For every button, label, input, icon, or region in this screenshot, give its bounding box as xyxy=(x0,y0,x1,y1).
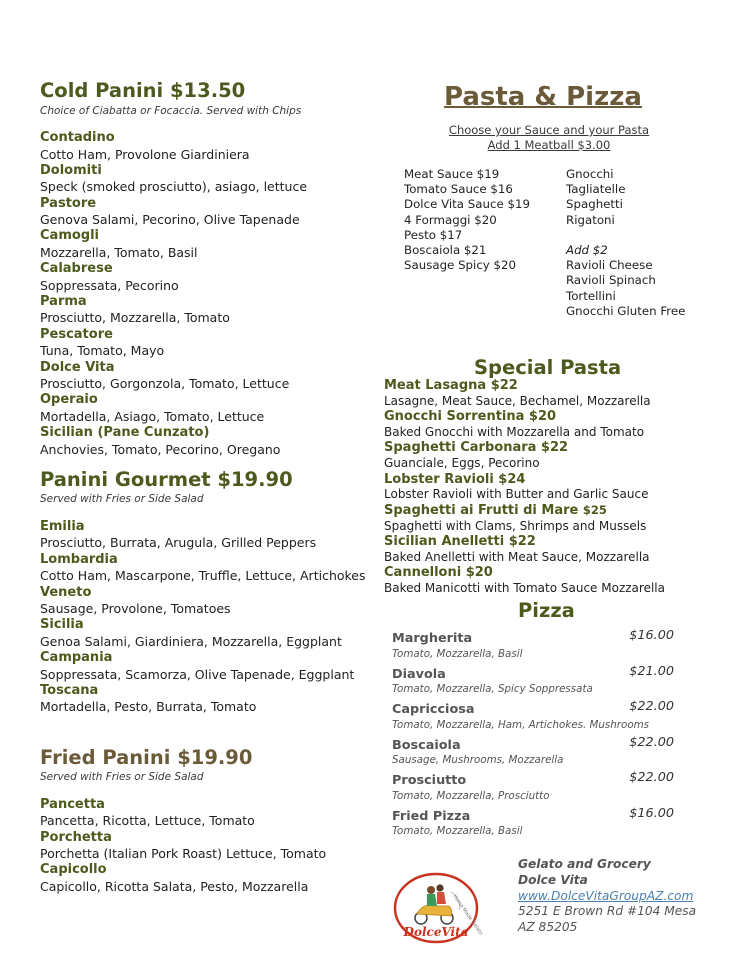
fried-panini-section xyxy=(40,746,370,895)
menu-item-desc: Porchetta (Italian Pork Roast) Lettuce, Tomato xyxy=(40,846,327,862)
menu-item-name: Camogli xyxy=(40,228,100,244)
menu-item-desc: Genova Salami, Pecorino, Olive Tapenade xyxy=(40,212,300,228)
special-item-name: Lobster Ravioli $24 xyxy=(384,471,526,487)
menu-item-desc: Anchovies, Tomato, Pecorino, Oregano xyxy=(40,441,281,457)
menu-item-name: Campania xyxy=(40,650,113,666)
pizza-title: Pizza xyxy=(518,599,575,622)
menu-item-name: Emilia xyxy=(40,518,85,534)
special-pasta-list xyxy=(384,378,724,596)
sauce-note-line2: Add 1 Meatball $3.00 xyxy=(487,138,611,152)
special-item-desc: Baked Manicotti with Tomato Sauce Mozzarella xyxy=(384,580,665,595)
special-item-desc: Spaghetti with Clams, Shrimps and Mussels xyxy=(384,518,647,533)
pizza-row xyxy=(392,627,682,645)
menu-item-name: Veneto xyxy=(40,584,92,600)
pasta-item: Tagliatelle xyxy=(566,182,626,197)
pizza-desc: Sausage, Mushrooms, Mozzarella xyxy=(392,754,564,766)
menu-item-name: Parma xyxy=(40,293,87,309)
menu-item-name: Capicollo xyxy=(40,862,107,878)
menu-item-name: Pancetta xyxy=(40,796,105,812)
sauce-note-line1: Choose your Sauce and your Pasta xyxy=(448,123,650,137)
pasta-item: Gnocchi xyxy=(566,167,614,181)
pizza-name: Diavola xyxy=(392,666,446,682)
special-item-name: Cannelloni $20 xyxy=(384,565,493,581)
pizza-name: Boscaiola xyxy=(392,737,461,753)
special-item-name: Gnocchi Sorrentina $20 xyxy=(384,409,557,425)
menu-item-desc: Mozzarella, Tomato, Basil xyxy=(40,244,198,260)
menu-item-name: Dolce Vita xyxy=(40,359,115,375)
pizza-desc: Tomato, Mozzarella, Basil xyxy=(392,825,523,837)
panini-gourmet-subtitle: Served with Fries or Side Salad xyxy=(40,492,204,505)
pizza-price: $22.00 xyxy=(629,699,674,714)
address-line1: 5251 E Brown Rd #104 Mesa xyxy=(518,904,697,919)
special-item-name: Spaghetti Carbonara $22 xyxy=(384,440,569,456)
sauce-item: Boscaiola $21 xyxy=(404,243,487,258)
sauce-item: 4 Formaggi $20 xyxy=(404,212,497,227)
special-item-desc: Lasagne, Meat Sauce, Bechamel, Mozzarella xyxy=(384,393,651,408)
menu-item-desc: Pancetta, Ricotta, Lettuce, Tomato xyxy=(40,813,255,829)
menu-item-desc: Soppressata, Scamorza, Olive Tapenade, Eggplant xyxy=(40,666,355,682)
logo-arc-text: Home Made Gelato xyxy=(451,893,484,937)
pasta-item: Spaghetti xyxy=(566,197,623,212)
menu-item-name: Dolomiti xyxy=(40,162,102,178)
pizza-desc: Tomato, Mozzarella, Prosciutto xyxy=(392,789,550,802)
menu-item-name: Pescatore xyxy=(40,326,113,342)
special-item-heading xyxy=(384,503,724,519)
sauce-item: Pesto $17 xyxy=(404,227,463,242)
pasta-list xyxy=(566,167,685,319)
sauce-item: Sausage Spicy $20 xyxy=(404,258,517,273)
pizza-row xyxy=(392,769,682,787)
menu-item-desc: Mortadella, Pesto, Burrata, Tomato xyxy=(40,699,257,715)
logo-text: DolceVita xyxy=(403,925,469,939)
menu-item-desc: Capicollo, Ricotta Salata, Pesto, Mozzarella xyxy=(40,878,309,894)
pizza-desc: Tomato, Mozzarella, Ham, Artichokes. Mushrooms xyxy=(392,718,650,731)
sauce-note xyxy=(384,123,714,153)
special-item-name: Spaghetti ai Frutti di Mare xyxy=(384,502,579,518)
sauce-item: Tomato Sauce $16 xyxy=(404,182,513,197)
pizza-row xyxy=(392,734,682,752)
cold-panini-subtitle: Choice of Ciabatta or Focaccia. Served with Chips xyxy=(40,105,302,117)
shop-line2: Dolce Vita xyxy=(518,872,588,887)
shop-line1: Gelato and Grocery xyxy=(518,857,651,871)
fried-panini-subtitle: Served with Fries or Side Salad xyxy=(40,770,204,783)
add-price-label: Add $2 xyxy=(566,243,608,257)
premium-pasta-item: Ravioli Cheese xyxy=(566,258,653,273)
address-line2: AZ 85205 xyxy=(518,920,578,935)
cold-panini-section xyxy=(40,78,370,458)
pizza-row xyxy=(392,805,682,823)
special-item-price: $25 xyxy=(582,502,607,517)
premium-pasta-item: Ravioli Spinach xyxy=(566,273,656,288)
sauce-list xyxy=(404,167,530,273)
special-item-name: Sicilian Anelletti $22 xyxy=(384,534,536,550)
special-item-desc: Baked Gnocchi with Mozzarella and Tomato xyxy=(384,424,645,439)
panini-gourmet-title: Panini Gourmet $19.90 xyxy=(40,467,293,491)
menu-item-name: Calabrese xyxy=(40,261,113,277)
menu-item-desc: Prosciutto, Gorgonzola, Tomato, Lettuce xyxy=(40,376,290,392)
menu-item-name: Porchetta xyxy=(40,829,112,845)
shop-info-text xyxy=(518,857,718,936)
special-item-desc: Guanciale, Eggs, Pecorino xyxy=(384,456,540,471)
menu-item-desc: Genoa Salami, Giardiniera, Mozzarella, Eggplant xyxy=(40,633,342,649)
sauce-item: Meat Sauce $19 xyxy=(404,167,500,181)
pizza-name: Capricciosa xyxy=(392,702,475,717)
menu-item-name: Lombardia xyxy=(40,551,118,567)
menu-item-desc: Mortadella, Asiago, Tomato, Lettuce xyxy=(40,408,265,424)
menu-item-name: Sicilia xyxy=(40,617,84,633)
shop-info xyxy=(518,857,718,935)
website-link[interactable]: www.DolceVitaGroupAZ.com xyxy=(518,888,694,903)
fried-panini-list xyxy=(40,797,370,895)
pizza-row xyxy=(392,698,682,716)
pizza-desc: Tomato, Mozzarella, Spicy Soppressata xyxy=(392,683,593,695)
menu-item-name: Operaio xyxy=(40,392,98,408)
pizza-price: $21.00 xyxy=(629,663,674,679)
pasta-pizza-title: Pasta & Pizza xyxy=(444,82,642,112)
special-item-desc: Baked Anelletti with Meat Sauce, Mozzarella xyxy=(384,549,650,564)
cold-panini-title: Cold Panini $13.50 xyxy=(40,79,246,102)
dolce-vita-logo xyxy=(393,872,484,944)
pizza-desc: Tomato, Mozzarella, Basil xyxy=(392,647,523,660)
fried-panini-title: Fried Panini $19.90 xyxy=(40,745,253,769)
menu-item-name: Toscana xyxy=(40,682,99,698)
pasta-item: Rigatoni xyxy=(566,212,615,227)
pizza-name: Prosciutto xyxy=(392,773,467,788)
menu-item-name: Sicilian (Pane Cunzato) xyxy=(40,425,210,441)
special-pasta-title: Special Pasta xyxy=(474,356,622,379)
menu-item-desc: Prosciutto, Mozzarella, Tomato xyxy=(40,310,230,326)
left-column xyxy=(40,78,370,895)
pizza-price: $16.00 xyxy=(629,805,674,821)
passenger-head-icon xyxy=(436,884,443,891)
pizza-list xyxy=(392,627,682,840)
rider-head-icon xyxy=(427,886,435,894)
special-item-name: Meat Lasagna $22 xyxy=(384,378,518,393)
menu-item-desc: Tuna, Tomato, Mayo xyxy=(40,343,165,359)
pizza-price: $22.00 xyxy=(629,770,674,785)
pizza-name: Margherita xyxy=(392,631,473,646)
sauce-item: Dolce Vita Sauce $19 xyxy=(404,197,530,212)
panini-gourmet-list xyxy=(40,519,370,716)
menu-item-desc: Cotto Ham, Provolone Giardiniera xyxy=(40,146,250,162)
premium-pasta-item: Tortellini xyxy=(566,288,616,303)
menu-item-desc: Speck (smoked prosciutto), asiago, lettuce xyxy=(40,179,308,195)
pizza-price: $22.00 xyxy=(629,734,674,750)
panini-gourmet-section xyxy=(40,468,370,716)
premium-pasta-item: Gnocchi Gluten Free xyxy=(566,303,686,318)
menu-item-desc: Cotto Ham, Mascarpone, Truffle, Lettuce, Artichokes xyxy=(40,568,366,584)
pizza-name: Fried Pizza xyxy=(392,808,471,824)
menu-item-desc: Soppressata, Pecorino xyxy=(40,277,179,293)
menu-item-name: Pastore xyxy=(40,195,97,211)
cold-panini-list xyxy=(40,130,370,458)
menu-item-name: Contadino xyxy=(40,130,115,145)
special-item-desc: Lobster Ravioli with Butter and Garlic Sauce xyxy=(384,487,649,502)
pizza-price: $16.00 xyxy=(629,628,674,643)
menu-item-desc: Prosciutto, Burrata, Arugula, Grilled Peppers xyxy=(40,535,317,551)
pizza-row xyxy=(392,663,682,681)
menu-item-desc: Sausage, Provolone, Tomatoes xyxy=(40,601,231,617)
